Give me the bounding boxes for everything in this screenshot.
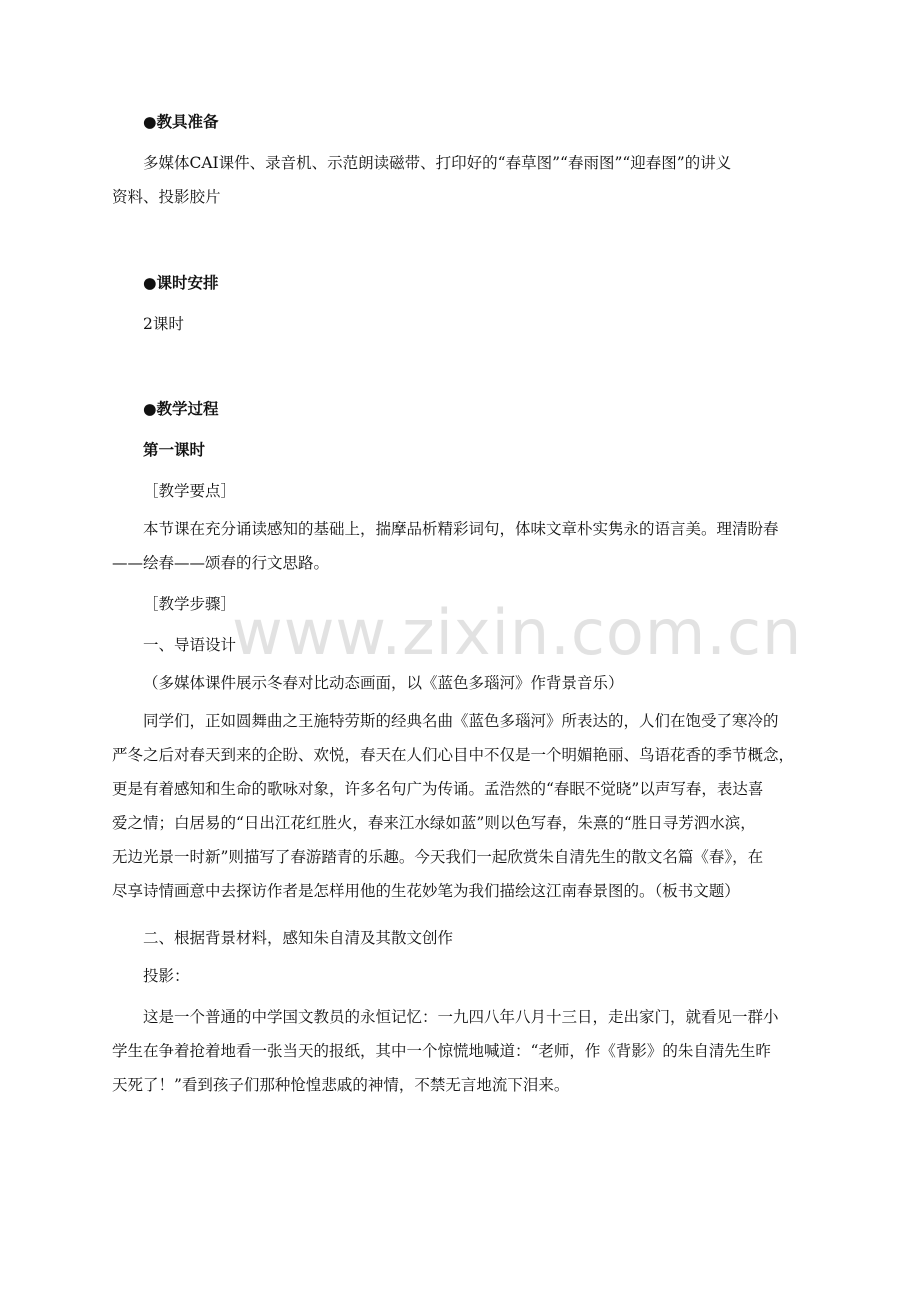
story-line: 天死了！”看到孩子们那种怆惶悲戚的神情，不禁无言地流下泪来。 (112, 1076, 570, 1094)
step2-title: 二、根据背景材料，感知朱自清及其散文创作 (143, 929, 454, 947)
story-line: 学生在争着抢着地看一张当天的报纸，其中一个惊慌地喊道：“老师，作《背影》的朱自清先生昨 (112, 1042, 771, 1060)
tools-line-2: 资料、投影胶片 (112, 188, 221, 206)
projection-label: 投影： (143, 967, 190, 985)
key-points-label: ［教学要点］ (143, 482, 237, 500)
key-points-line-2: ——绘春——颂春的行文思路。 (112, 554, 330, 572)
tools-line-1: 多媒体CAI课件、录音机、示范朗读磁带、打印好的“春草图”“春雨图”“迎春图”的讲义 (143, 154, 732, 172)
intro-line: 更是有着感知和生命的歌咏对象，许多名句广为传诵。孟浩然的“春眠不觉晓”以声写春，表达喜 (112, 780, 764, 798)
step1-title: 一、导语设计 (143, 636, 237, 654)
intro-line: 无边光景一时新”则描写了春游踏青的乐趣。今天我们一起欣赏朱自清先生的散文名篇《春》，在 (112, 848, 764, 866)
tools-heading: ●教具准备 (143, 112, 219, 131)
schedule-heading: ●课时安排 (143, 273, 219, 292)
schedule-text: 2课时 (143, 315, 184, 333)
intro-line: 尽享诗情画意中去探访作者是怎样用他的生花妙笔为我们描绘这江南春景图的。（板书文题） (112, 882, 740, 900)
story-line: 这是一个普通的中学国文教员的永恒记忆：一九四八年八月十三日，走出家门，就看见一群小 (143, 1008, 779, 1026)
steps-label: ［教学步骤］ (143, 595, 237, 613)
intro-line: 爱之情；白居易的“日出江花红胜火，春来江水绿如蓝”则以色写春，朱熹的“胜日寻芳泗水滨， (112, 814, 756, 832)
key-points-line-1: 本节课在充分诵读感知的基础上，揣摩品析精彩词句，体味文章朴实隽永的语言美。理清盼春 (143, 520, 779, 538)
process-heading: ●教学过程 (143, 399, 219, 418)
lesson-title: 第一课时 (143, 440, 206, 459)
intro-line: 严冬之后对春天到来的企盼、欢悦，春天在人们心目中不仅是一个明媚艳丽、鸟语花香的季节概念， (112, 746, 795, 764)
step1-note: （多媒体课件展示冬春对比动态画面，以《蓝色多瑙河》作背景音乐） (143, 674, 624, 692)
watermark: www.zixin.com.cn (232, 596, 803, 669)
intro-line: 同学们，正如圆舞曲之王施特劳斯的经典名曲《蓝色多瑙河》所表达的，人们在饱受了寒冷的 (143, 712, 779, 730)
